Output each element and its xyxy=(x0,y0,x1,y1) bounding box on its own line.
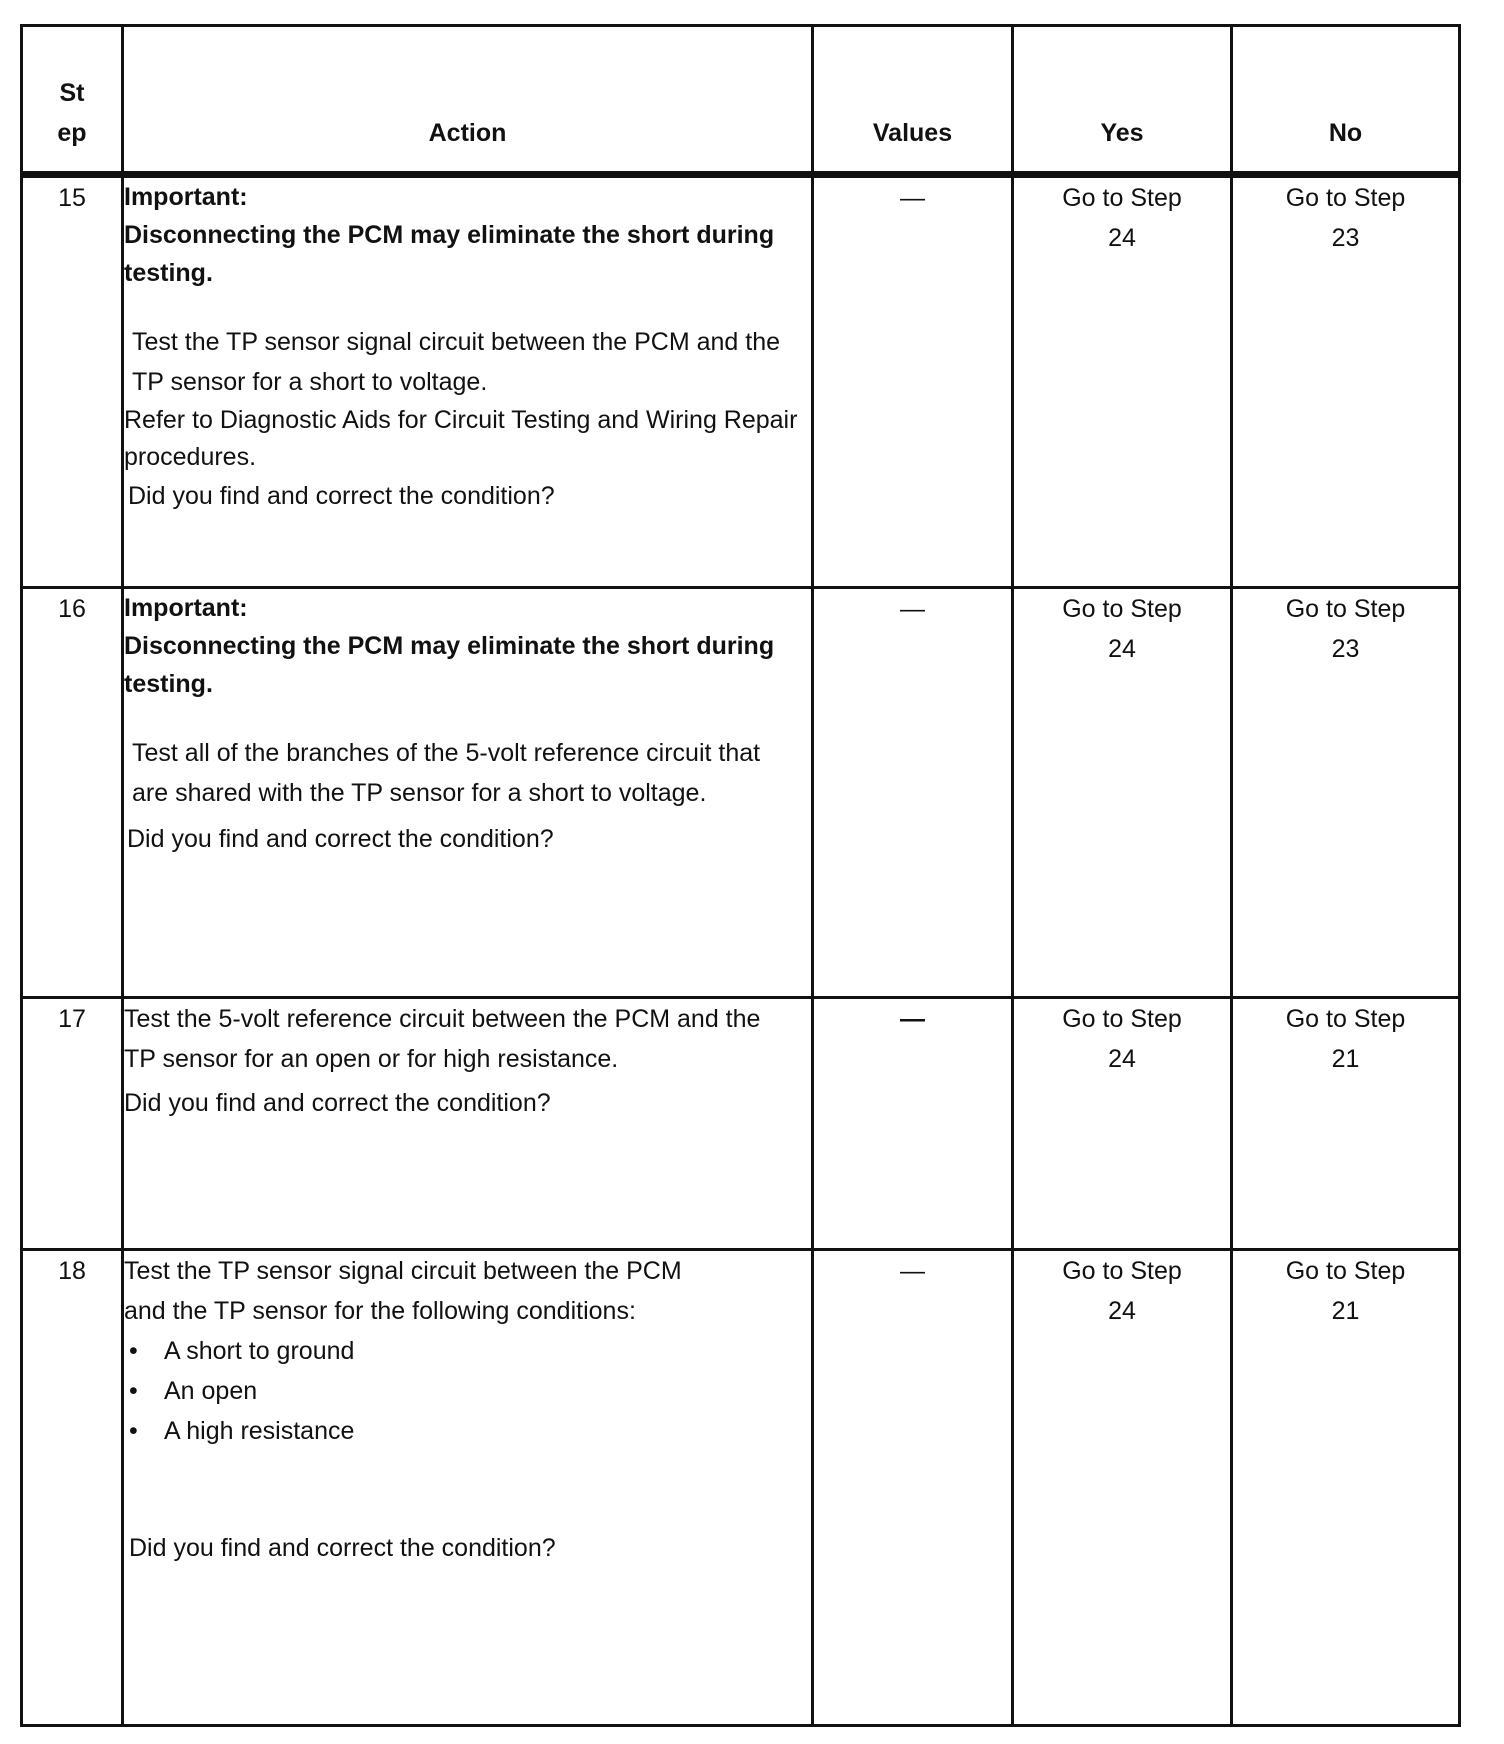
no-action[interactable] xyxy=(1232,1250,1460,1726)
yes-action[interactable] xyxy=(1013,175,1232,588)
no-step-number: 21 xyxy=(1331,1045,1360,1073)
value-cell: — xyxy=(813,1250,1013,1726)
no-step-number: 23 xyxy=(1331,635,1360,663)
yes-label: Go to Step xyxy=(1062,595,1182,623)
step-number: 15 xyxy=(22,175,123,588)
header-step-line2: ep xyxy=(57,119,87,147)
diagnostic-table xyxy=(20,24,1461,1727)
important-label: Important: xyxy=(124,183,248,211)
table-row-step-18 xyxy=(22,1250,1460,1726)
header-yes: Yes xyxy=(1013,26,1232,175)
table-header-row xyxy=(22,26,1460,175)
yes-action[interactable] xyxy=(1013,998,1232,1250)
action-cell xyxy=(123,998,813,1250)
question-text: Did you find and correct the condition? xyxy=(127,825,554,853)
yes-label: Go to Step xyxy=(1062,184,1182,212)
instruction-text: Test the 5-volt reference circuit between the PCM and the TP sensor for an open or for high resistance. xyxy=(124,1005,761,1073)
no-action[interactable] xyxy=(1232,588,1460,998)
yes-step-number: 24 xyxy=(1108,635,1136,663)
no-label: Go to Step xyxy=(1285,1005,1406,1033)
yes-step-number: 24 xyxy=(1108,1297,1136,1325)
step-number: 17 xyxy=(22,998,123,1250)
instruction-text: Test all of the branches of the 5-volt reference circuit that are shared with the TP sensor for a short to voltage. xyxy=(132,739,761,807)
no-step-number: 23 xyxy=(1331,224,1360,252)
yes-step-number: 24 xyxy=(1108,224,1136,252)
list-item: • An open xyxy=(124,1371,811,1411)
important-text: Disconnecting the PCM may eliminate the short during testing. xyxy=(124,632,775,698)
no-action[interactable] xyxy=(1232,175,1460,588)
yes-action[interactable] xyxy=(1013,1250,1232,1726)
table-row-step-15 xyxy=(22,175,1460,588)
table-row-step-16 xyxy=(22,588,1460,998)
yes-label: Go to Step xyxy=(1062,1257,1182,1285)
header-values: Values xyxy=(813,26,1013,175)
header-step xyxy=(22,26,123,175)
value-cell: — xyxy=(813,998,1013,1250)
action-cell xyxy=(123,1250,813,1726)
yes-action[interactable] xyxy=(1013,588,1232,998)
reference-text: Refer to Diagnostic Aids for Circuit Testing and Wiring Repair procedures. xyxy=(124,406,798,471)
header-action: Action xyxy=(123,26,813,175)
no-label: Go to Step xyxy=(1285,595,1406,623)
question-text: Did you find and correct the condition? xyxy=(129,1534,556,1562)
value-cell: — xyxy=(813,588,1013,998)
action-cell xyxy=(123,588,813,998)
no-label: Go to Step xyxy=(1285,1257,1406,1285)
instruction-text: Test the TP sensor signal circuit between the PCM and the TP sensor for a short to voltage. xyxy=(132,328,781,396)
yes-label: Go to Step xyxy=(1062,1005,1182,1033)
question-text: Did you find and correct the condition? xyxy=(124,1089,551,1117)
yes-step-number: 24 xyxy=(1108,1045,1136,1073)
action-cell xyxy=(123,175,813,588)
no-action[interactable] xyxy=(1232,998,1460,1250)
step-number: 16 xyxy=(22,588,123,998)
important-label: Important: xyxy=(124,594,248,622)
list-item: • A high resistance xyxy=(124,1411,811,1451)
no-step-number: 21 xyxy=(1331,1297,1360,1325)
step-number: 18 xyxy=(22,1250,123,1726)
conditions-list xyxy=(124,1331,811,1451)
value-cell: — xyxy=(813,175,1013,588)
important-text: Disconnecting the PCM may eliminate the short during testing. xyxy=(124,221,775,287)
header-no: No xyxy=(1232,26,1460,175)
table-row-step-17 xyxy=(22,998,1460,1250)
list-item: • A short to ground xyxy=(124,1331,811,1371)
important-note xyxy=(124,589,811,703)
important-note xyxy=(124,178,811,292)
question-text: Did you find and correct the condition? xyxy=(128,482,555,510)
instruction-text: Test the TP sensor signal circuit between the PCM and the TP sensor for the following conditions: xyxy=(124,1257,682,1325)
header-step-line1: St xyxy=(59,79,85,107)
no-label: Go to Step xyxy=(1285,184,1406,212)
